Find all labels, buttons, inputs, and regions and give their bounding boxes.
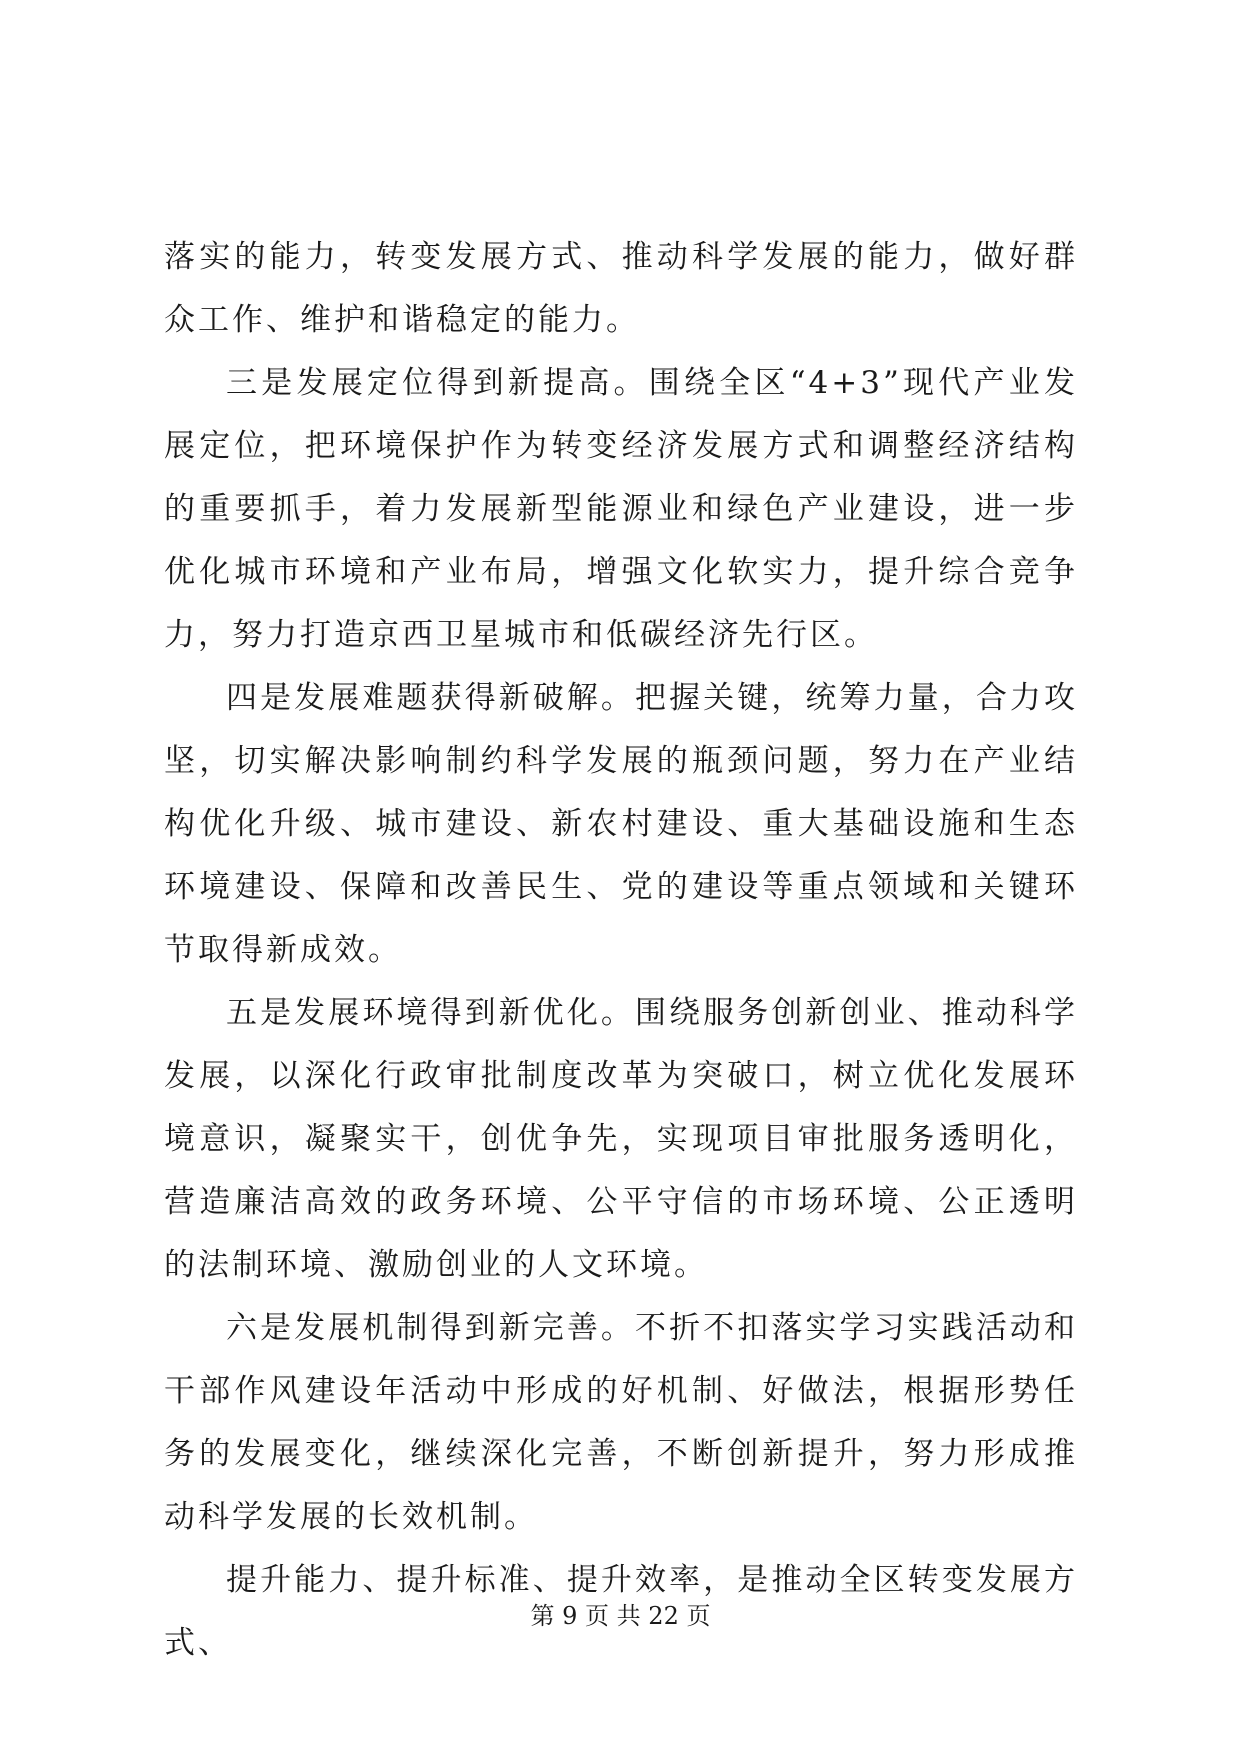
paragraph-point-five: 五是发展环境得到新优化。围绕服务创新创业、推动科学发展，以深化行政审批制度改革为突破口，树立优化发展环境意识，凝聚实干，创优争先，实现项目审批服务透明化，营造廉洁高效的政务环境、公平守信的市场环境、公正透明的法制环境、激励创业的人文环境。: [164, 995, 1078, 1283]
page-number-footer: 第 9 页 共 22 页: [530, 1602, 711, 1630]
paragraph-point-four: 四是发展难题获得新破解。把握关键，统筹力量，合力攻坚，切实解决影响制约科学发展的瓶颈问题，努力在产业结构优化升级、城市建设、新农村建设、重大基础设施和生态环境建设、保障和改善民生、党的建设等重点领域和关键环节取得新成效。: [164, 680, 1078, 968]
paragraph-point-six: 六是发展机制得到新完善。不折不扣落实学习实践活动和干部作风建设年活动中形成的好机制、好做法，根据形势任务的发展变化，继续深化完善，不断创新提升，努力形成推动科学发展的长效机制。: [164, 1310, 1078, 1535]
document-body: [164, 226, 1078, 1675]
paragraph-point-three: 三是发展定位得到新提高。围绕全区“4+3”现代产业发展定位，把环境保护作为转变经济发展方式和调整经济结构的重要抓手，着力发展新型能源业和绿色产业建设，进一步优化城市环境和产业布局，增强文化软实力，提升综合竞争力，努力打造京西卫星城市和低碳经济先行区。: [164, 365, 1078, 653]
paragraph-continuation: 落实的能力，转变发展方式、推动科学发展的能力，做好群众工作、维护和谐稳定的能力。: [164, 239, 1078, 338]
paragraph-summary: 提升能力、提升标准、提升效率，是推动全区转变发展方式、: [164, 1562, 1078, 1661]
